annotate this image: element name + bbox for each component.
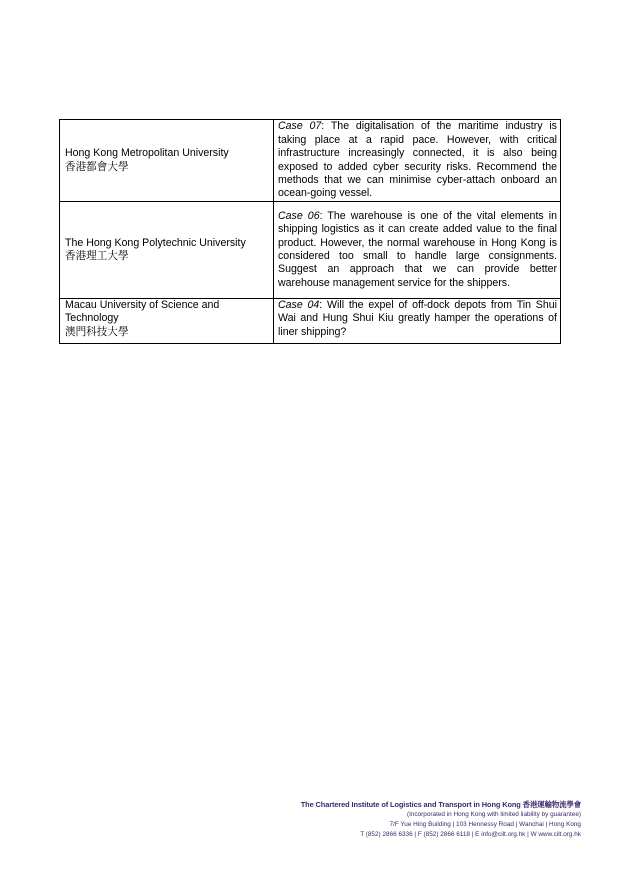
case-number: Case 04	[278, 299, 320, 311]
university-cell	[60, 202, 274, 299]
table-row	[60, 299, 561, 344]
incorporation-note: (Incorporated in Hong Kong with limited liability by guarantee)	[406, 811, 581, 818]
university-cell	[60, 299, 274, 344]
case-table	[59, 119, 561, 344]
letterhead-footer	[301, 799, 581, 840]
address-line: 7/F Yue Hing Building | 103 Hennessy Road | Wanchai | Hong Kong	[389, 821, 581, 828]
case-text: : Will the expel of off-dock depots from Tin Shui Wai and Hung Shui Kiu greatly hamper the operations of liner shipping?	[278, 299, 557, 338]
organization-name: The Chartered Institute of Logistics and Transport in Hong Kong 香港運輸物流學會	[300, 800, 581, 809]
university-name-en: Hong Kong Metropolitan University	[65, 147, 229, 160]
case-text: : The warehouse is one of the vital elements in shipping logistics as it can create added value to the final product. However, the normal warehouse in Hong Kong is considered too small to handle large consignments. Suggest an approach that we can provide better warehouse management service for the shippers.	[278, 209, 557, 289]
university-cell	[60, 120, 274, 202]
university-name-en: The Hong Kong Polytechnic University	[65, 236, 246, 249]
contact-line: T (852) 2866 6336 | F (852) 2866 6118 | E info@cilt.org.hk | W www.cilt.org.hk	[360, 831, 581, 838]
university-name-zh: 香港理工大學	[65, 250, 129, 262]
case-description-cell	[274, 299, 561, 344]
university-name-en: Macau University of Science and Technology	[65, 299, 220, 325]
table-row	[60, 120, 561, 202]
case-description-cell	[274, 202, 561, 299]
university-name-zh: 澳門科技大學	[65, 325, 129, 338]
university-name-zh: 香港都會大學	[65, 160, 129, 173]
case-number: Case 06	[278, 209, 320, 222]
case-text: : The digitalisation of the maritime industry is taking place at a rapid pace. However, with critical infrastructure increasingly connected, it is also being exposed to added cyber security risks. Recommend the methods that we can minimise cyber-attach onboard an ocean-going vessel.	[278, 120, 557, 200]
case-description-cell	[274, 120, 561, 202]
case-number: Case 07	[278, 120, 322, 133]
table-row	[60, 202, 561, 299]
